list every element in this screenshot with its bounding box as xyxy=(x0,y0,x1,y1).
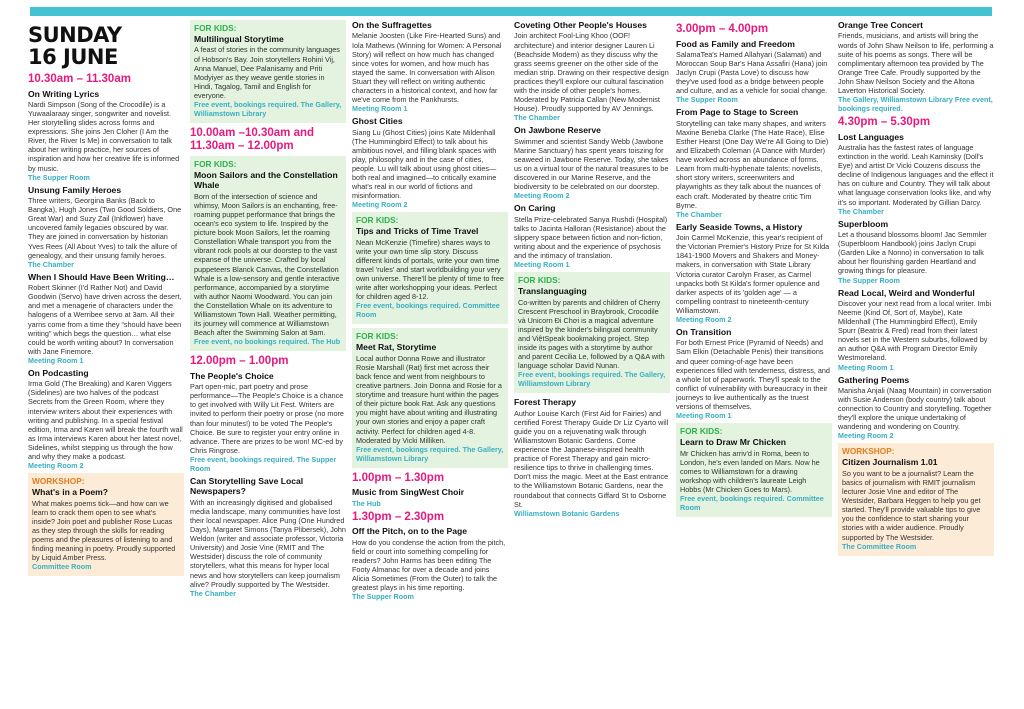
event-venue: Meeting Room 1 xyxy=(676,411,732,421)
event-venue: Meeting Room 1 xyxy=(352,104,408,114)
top-color-bar xyxy=(30,7,992,16)
event-venue: Meeting Room 2 xyxy=(352,200,408,210)
event-title: Moon Sailors and the Constellation Whale xyxy=(194,169,338,191)
for-kids-label: FOR KIDS: xyxy=(356,215,399,226)
event-description: What makes poems tick—and how can we learn to crack them open to see what's inside? Join poet and publisher Rose Lucas as they step through the skills for reading poems and the pleasures of listening to and finding meaning in poetry. Proudly supported by Liquid Amber Press. xyxy=(32,498,176,563)
program-column xyxy=(514,20,670,706)
event-description: Australia has the fastest rates of language extinction in the world. Leah Kaminsky (Doll's Eye) and artist Dr Vicki Couzens discuss the decline of Indigenous languages and the effect it has on culture and Country. They will talk about what language conservation looks like, and why it's so important. Moderated by Gillian Darcy. xyxy=(838,142,994,207)
event-listing xyxy=(838,20,994,113)
event-listing xyxy=(514,397,670,517)
program-column xyxy=(676,20,832,706)
event-description: For both Ernest Price (Pyramid of Needs) and Sam Elkin (Detachable Penis) their transitions and queer coming-of-age have been experiences filled with tenderness, distress, and a whole lot of paperwork. They'll speak to the conflict of vulnerability with bureaucracy in their journeys to live authentically as the truest versions of themselves. xyxy=(676,338,830,412)
event-listing xyxy=(838,219,994,285)
event-description: A feast of stories in the community languages of Hobson's Bay. Join storytellers Rohini Vij, Anna Manuel, Dee Palanisamy and Priti Modyiyer as they weave gentle stories in Hindi, Tagalog, Tamil and English for everyone. xyxy=(194,45,340,100)
event-venue: Free event, bookings required. The Supper Room xyxy=(190,454,337,473)
for-kids-label: FOR KIDS: xyxy=(680,426,723,437)
event-title: What's in a Poem? xyxy=(32,487,109,498)
event-venue: The Chamber xyxy=(838,206,884,216)
event-title: Can Storytelling Save Local Newspapers? xyxy=(190,475,304,497)
event-listing xyxy=(28,368,184,470)
event-venue: The Hub xyxy=(352,498,381,508)
event-title: Off the Pitch, on to the Page xyxy=(352,526,468,537)
day-date: 16 JUNE xyxy=(28,45,118,69)
event-title: Multilingual Storytime xyxy=(194,34,284,44)
event-listing xyxy=(190,20,346,123)
event-description: Author Louise Karch (First Aid for Fairies) and certified Forest Therapy Guide Dr Liz Cyarto will guide you on a rejuvenating walk through Williamstown Botanic Gardens. Come experience the Japanese-inspired health practice of Forest Therapy and gain micro-resilience tips to thrive in challenging times. Don't miss the magic. Meet at the East entrance to the Williamstown Botanic Gardens, near the roundabout that connects Giffard St to Osborne St. xyxy=(514,408,669,509)
event-description: Let a thousand blossoms bloom! Jac Semmler (Superbloom Handbook) joins Jaclyn Crupi (Garden Like a Nonno) in conversation to talk about her flourishing garden Heartland and growing things for pleasure. xyxy=(838,230,987,276)
event-title: Forest Therapy xyxy=(514,397,577,408)
program-column xyxy=(352,20,508,706)
event-title: Read Local, Weird and Wonderful xyxy=(838,287,975,298)
event-venue: Free event, bookings required. Committee Room xyxy=(356,301,500,320)
event-venue: Free event, no bookings required. The Hub xyxy=(194,337,341,347)
event-description: Join architect Fool-Ling Khoo (OOF! architecture) and interior designer Lauren Li (Beachside Modern) as they discuss why the grass seems greener on the other side of the median strip. Drawing on their respective design practices they'll explore our cultural fascination with the inside of other people's homes. Moderated by Patricia Callan (New Modernist House). Proudly supported by AV Jennings. xyxy=(514,31,669,114)
event-venue: Committee Room xyxy=(32,562,92,572)
event-venue: Free event, bookings required. Committee Room xyxy=(680,494,824,512)
for-kids-label: FOR KIDS: xyxy=(518,275,561,286)
event-listing xyxy=(838,288,994,372)
program-column xyxy=(28,20,184,706)
event-listing xyxy=(514,20,670,122)
event-listing xyxy=(838,443,994,555)
workshop-label: WORKSHOP: xyxy=(32,476,85,487)
event-description: Friends, musicians, and artists will bring the words of John Shaw Neilson to life, performing a suite of his poems as songs. There will be complimentary afternoon tea provided by The Orange Tree Cafe. Proudly supported by the John Shaw Neilson Society and the Altona Laverton Historical Society. xyxy=(838,31,994,95)
program-column xyxy=(190,20,346,706)
for-kids-label: FOR KIDS: xyxy=(356,331,399,342)
event-venue: Meeting Room 1 xyxy=(514,260,570,270)
event-title: On Podcasting xyxy=(28,367,89,378)
time-slot-heading: 1.30pm – 2.30pm xyxy=(352,510,445,523)
event-venue: Free event, bookings required. The Gallery, Williamstown Library xyxy=(356,444,504,463)
event-listing xyxy=(838,375,994,441)
event-venue: Williamstown Botanic Gardens xyxy=(514,508,620,518)
event-description: Robert Skinner (I'd Rather Not) and David Goodwin (Servo) have driven across the desert, and met a menagerie of characters under the halogens of a Werribee servo at 3am. All their yarns come from a time they “should have been writing” which begs the question… what else could be worth writing about? In conversation with Jane Finemore. xyxy=(28,283,182,356)
time-slot-heading: 10.00am –10.30am and 11.30am – 12.00pm xyxy=(190,126,315,153)
event-listing xyxy=(352,20,508,113)
event-listing xyxy=(28,473,184,576)
event-listing xyxy=(676,327,832,420)
event-listing xyxy=(190,156,346,351)
event-listing xyxy=(514,203,670,269)
event-description: Three writers, Georgina Banks (Back to Bangka), Hugh Jones (Two Good Soldiers, One Great War) and Suzy Zail (Inkflower) have uncovered family legacies obscured by war. They are joined in conversation by historian Yves Rees (All About Yves) to talk the allure of genealogy, and their unsung family heroes. xyxy=(28,196,182,260)
event-description: Storytelling can take many shapes, and writers Maxine Beneba Clarke (The Hate Race), Elise Esther Hearst (One Day We're All Going to Die) and Elizabeth Coleman (A Dance with Murder) have worked across an abundance of forms. Learn from multi-hyphenate talents: novelists, short story writers, screenwriters and playwrights as they talk about the nuances of each craft. Moderated by theatre critic Tim Byrne. xyxy=(676,118,829,210)
event-venue: The Chamber xyxy=(190,588,236,598)
for-kids-label: FOR KIDS: xyxy=(194,158,237,169)
event-title: Food as Family and Freedom xyxy=(676,38,795,49)
event-listing xyxy=(352,526,508,601)
event-description: With an increasingly digitised and globalised media landscape, many communities have lost their local newspaper. Alice Pung (One Hundred Days), Margaret Simons (Tanya Plibersek), John Weldon (writer and associate professor, Victoria University) and Josie Vine (RMIT and The Westsider) discuss the role of community storytellers, what this means for hyper local news and how storytellers can keep journalism alive? Proudly supported by The Westsider. xyxy=(190,497,346,589)
event-title: Meet Rat, Storytime xyxy=(356,342,437,353)
event-description: Siang Lu (Ghost Cities) joins Kate Mildenhall (The Hummingbird Effect) to talk about his ambitious novel, and filling blank spaces with play, philosophy and in the case of cities, people. Lu will talk about using ghost cities—both real and imagined—to critically examine what's real in our world of fictions and misinformation. xyxy=(352,127,497,201)
time-slot-heading: 3.00pm – 4.00pm xyxy=(676,23,769,35)
event-listing xyxy=(28,89,184,182)
event-listing xyxy=(28,185,184,269)
event-description: Stella Prize-celebrated Sanya Rushdi (Hospital) talks to Jacinta Halloran (Resistance) about the slippery space between fiction and non-fiction, writing about and the experience of psychosis and the intimacy of translation. xyxy=(514,214,668,260)
event-title: From Page to Stage to Screen xyxy=(676,107,799,118)
event-description: Discover your next read from a local writer. Imbi Neeme (Kind Of, Sort of, Maybe), Kate Mildenhall (The Hummingbird Effect), Emily Spurr (Beatrix & Fred) read from their latest novels set in the Western suburbs, followed by an author Q&A with Program Director Emily Westmoreland. xyxy=(838,298,992,363)
event-listing xyxy=(352,487,508,507)
event-description: Local author Donna Rowe and illustrator Rosie Marshall (Rat) first met across their back fence and went from neighbours to creative partners. Join Donna and Rosie for a storytime and treasure hunt within the pages of their picture book Rat. Ask any questions you might have about writing and illustrating your own stories and enjoy a paper craft activity. Perfect for children aged 4-8. Moderated by Vicki Milliken. xyxy=(356,353,502,445)
event-description: Manisha Anjali (Naag Mountain) in conversation with Susie Anderson (body country) talk about connection to Country and storytelling. Together they'll explore the unique undertaking of wandering and wondering on Country. xyxy=(838,385,992,432)
event-title: When I Should Have Been Writing… xyxy=(28,271,175,282)
event-venue: Meeting Room 1 xyxy=(838,362,894,372)
event-listing xyxy=(352,212,508,324)
event-listing xyxy=(676,222,832,324)
event-title: On Caring xyxy=(514,203,556,214)
event-listing xyxy=(676,39,832,105)
event-description: SalamaTea's Hamed Allahyari (Salamati) and Moroccan Soup Bar's Hana Assafiri (Hana) join Jaclyn Crupi (Pasta Love) to discuss how they've used food as a bridge between people and culture, and as a vehicle for social change. xyxy=(676,49,828,96)
event-title: Gathering Poems xyxy=(838,374,910,385)
event-title: Ghost Cities xyxy=(352,116,403,127)
event-description: Swimmer and scientist Sandy Webb (Jawbone Marine Sanctuary) has spent years toiszing for seaweed in Jawbone Reserve. Today, she takes us on a virtual tour of the natural treasures to be discovered in our Marine Reserve, and the biodiversity to be celebrated on our doorstep. xyxy=(514,136,669,192)
event-title: Unsung Family Heroes xyxy=(28,184,122,195)
event-title: Orange Tree Concert xyxy=(838,20,924,30)
event-venue: Free event, bookings required. The Gallery, Williamstown Library xyxy=(518,370,666,389)
event-title: On the Suffragettes xyxy=(352,20,432,30)
time-slot-heading: 12.00pm – 1.00pm xyxy=(190,355,289,368)
event-description: Mr Chicken has arriv'd in Roma, been to London, he's even landed on Mars. Now he comes to Williamstown for a drawing workshop with children's laureate Leigh Hobbs (Mr Chicken Goes to Mars). xyxy=(680,448,820,494)
time-slot-heading: 1.00pm – 1.30pm xyxy=(352,471,445,484)
event-venue: The Gallery, Williamstown Library Free event, bookings required. xyxy=(838,95,993,114)
event-description: Nean McKenzie (Timefire) shares ways to write your own time slip story. Discuss different kinds of portals, write your own time travel 'rules' and start worldbuilding your very own universe. There'll be plenty of time to free write after workshopping your ideas. Perfect for children aged 8-12. xyxy=(356,237,504,302)
event-listing xyxy=(352,116,508,209)
event-listing xyxy=(676,423,832,517)
program-column xyxy=(838,20,994,706)
event-venue: The Chamber xyxy=(514,113,560,123)
event-venue: The Supper Room xyxy=(352,592,414,602)
event-listing xyxy=(676,107,832,218)
event-venue: The Committee Room xyxy=(842,541,917,551)
event-venue: Meeting Room 2 xyxy=(514,191,570,201)
event-description: Irma Gold (The Breaking) and Karen Viggers (Sidelines) are two halves of the podcast Secrets from the Green Room, where they interview writers about their experiences with writing and publishing. In a special festival edition, Irma and Karen will break the fourth wall as Irma interviews Karen about her latest novel, Sidelines, whilst stepping us through the how and why they make a podcast. xyxy=(28,379,183,462)
event-title: On Transition xyxy=(676,326,732,337)
event-venue: The Chamber xyxy=(676,209,722,219)
event-listing xyxy=(514,272,670,393)
event-venue: The Supper Room xyxy=(676,95,738,105)
event-title: Superbloom xyxy=(838,218,889,229)
event-title: The People's Choice xyxy=(190,370,274,381)
program-columns xyxy=(28,20,994,706)
event-listing xyxy=(838,132,994,216)
event-listing xyxy=(28,272,184,365)
event-title: Music from SingWest Choir xyxy=(352,487,465,498)
event-title: Early Seaside Towns, a History xyxy=(676,221,803,232)
event-description: How do you condense the action from the pitch, field or court into something compelling for readers? John Harms has been editing The Footy Almanac for over a decade and joins Alicia Sometimes (From the Outer) to talk the greatest plays in his time reporting. xyxy=(352,537,506,592)
event-title: Coveting Other People's Houses xyxy=(514,20,647,30)
time-slot-heading: 4.30pm – 5.30pm xyxy=(838,116,931,129)
event-venue: Meeting Room 2 xyxy=(28,461,84,471)
event-description: Join Carmel McKenzie, this year's recipient of the Victorian Premier's History Prize for St Kilda 1841-1900 Movers and Shakers and Money-makers, in conversation with State Library Victoria curator Carolyn Fraser, as Carmel unpacks both St Kilda's former opulence and darker aspects of its 'golden age' — a compelling contrast to nineteenth-century Williamstown. xyxy=(676,233,830,315)
event-title: Lost Languages xyxy=(838,131,904,142)
event-listing xyxy=(190,371,346,473)
event-venue: Meeting Room 2 xyxy=(676,314,732,324)
event-venue: Meeting Room 2 xyxy=(838,431,894,441)
event-title: On Jawbone Reserve xyxy=(514,125,601,136)
event-venue: Meeting Room 1 xyxy=(28,355,84,365)
workshop-label: WORKSHOP: xyxy=(842,446,895,457)
event-description: Nardi Simpson (Song of the Crocodile) is a Yuwaalaraay singer, songwriter and novelist. Her storytelling slides across forms and expressions. She joins Jen Cloher (I Am the River, the River Is Me) in conversation to talk about her writing practice, her sources of inspiration and how her creative life is informed by music. xyxy=(28,99,180,173)
event-listing xyxy=(190,476,346,598)
event-venue: Free event, bookings required. The Gallery, Williamstown Library xyxy=(194,99,342,118)
event-venue: The Supper Room xyxy=(28,172,90,182)
event-description: So you want to be a journalist? Learn the basics of journalism with RMIT journalism lecturer Josie Vine and editor of The Westsider, Barbara Heggen to help you get started. They'll provide valuable tips to give you the confidence to start sharing your stories with a wider audience. Proudly supported by The Westsider. xyxy=(842,468,981,542)
for-kids-label: FOR KIDS: xyxy=(194,23,237,33)
day-name: SUNDAY xyxy=(28,23,122,47)
event-title: Tips and Tricks of Time Travel xyxy=(356,226,479,237)
event-title: Citizen Journalism 1.01 xyxy=(842,457,938,468)
event-description: Born of the intersection of science and whimsy, Moon Sailors is an enchanting, free-roaming puppet performance that brings the ocean's eco system to life. Inspired by the picture book Moon Sailors, let the roaming Constellation Whale transport you from the vibrant rock pools at our doorstep to the vast expanse of the universe. Crafted by local puppeteers Blanck Canvas, the Constellation Whale is a low-sensory and gentle interactive performance, accompanied by a storytime with author Naomi Woodward. You can join the Constellation Whale on its adventure to Williamstown Town Hall. Weather permitting, its journey will commence at Williamstown Beach after the Swimming Salon at 9am. xyxy=(194,191,340,338)
event-venue: The Chamber xyxy=(28,259,74,269)
day-heading xyxy=(28,24,184,68)
event-listing xyxy=(352,328,508,467)
event-listing xyxy=(514,125,670,200)
event-description: Melanie Joosten (Like Fire-Hearted Suns) and Iola Mathews (Winning for Women: A Personal Story) will reflect on how much has changed since votes for women, and how much has stayed the same. In conversation with Alison Stuart they will reflect on writing authentic characters in a historical context, and how far we've come from the Pankhursts. xyxy=(352,31,502,105)
event-description: Co-written by parents and children of Cherry Crescent Preschool in Braybrook, Crocodile và Unicorn Đi Chơi is a magical adventure inspired by the kinder's bilingual community and ViệtSpeak bookmaking project. Step inside its pages with a storytime by author and parent Cecilia Le, followed by a Q&A with language scholar David Nunan. xyxy=(518,297,665,371)
event-venue: The Supper Room xyxy=(838,275,900,285)
event-title: Learn to Draw Mr Chicken xyxy=(680,437,787,448)
event-description: Part open-mic, part poetry and prose performance—The People's Choice is a chance to get involved with Willy Lit Fest. Writers are invited to perform their poetry or prose (no more than four minutes!) to be voted The People's Choice. Be sure to register your entry online in advance. There are prizes to be won! MC-ed by Chris Ringrose. xyxy=(190,382,344,455)
time-slot-heading: 10.30am – 11.30am xyxy=(28,73,131,85)
event-title: Translanguaging xyxy=(518,286,587,297)
event-title: On Writing Lyrics xyxy=(28,88,100,99)
